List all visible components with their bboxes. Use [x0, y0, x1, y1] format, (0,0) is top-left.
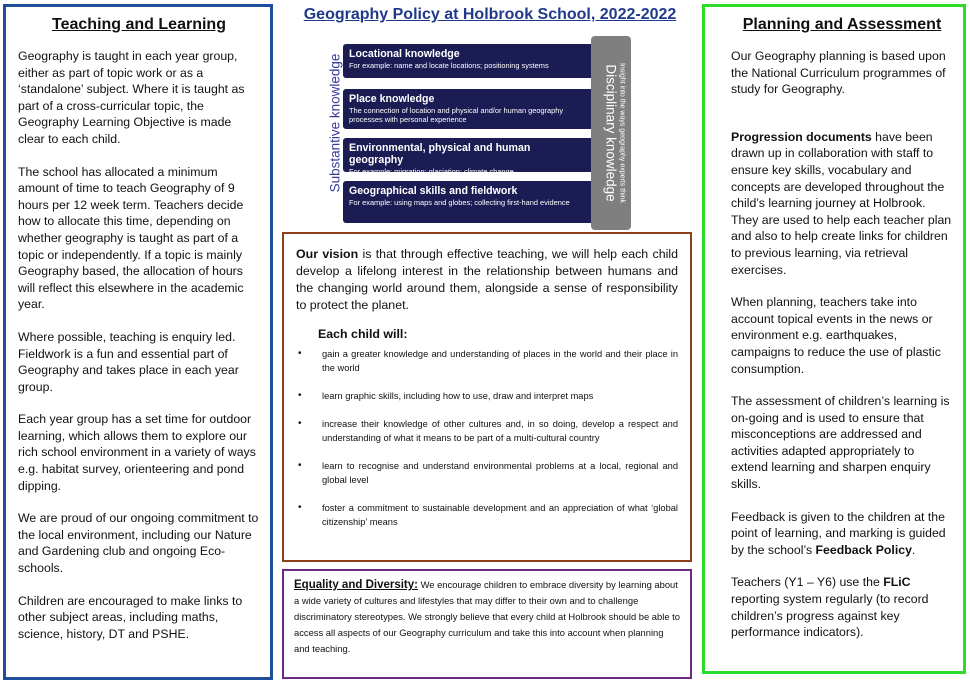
knowledge-bar-subtitle: For example: name and locate locations; positioning systems: [349, 61, 549, 70]
teaching-paragraph: Geography is taught in each year group, either as part of topic work or as a ‘standalone’ subject. Where it is taught as part of a cross-curricular topic, the Geography Learning Objective is made clear to each child.: [18, 49, 245, 146]
knowledge-bar-subtitle: For example: migration; glaciation; climate change: [349, 167, 514, 176]
teaching-paragraph: The school has allocated a minimum amount of time to teach Geography of 9 hours per 12 week term. Teachers decide how to allocate this time, depending on whether geography is taught as part of a topic or independently. If a topic is mainly Geography based, the allocation of hours will reflect this elsewhere in the academic year.: [18, 164, 244, 312]
planning-assessment-title: Planning and Assessment: [742, 16, 942, 33]
substantive-knowledge-text: Substantive knowledge: [327, 53, 343, 193]
knowledge-diagram: [323, 36, 638, 232]
teaching-learning-title: Teaching and Learning: [52, 16, 226, 33]
disciplinary-knowledge-subtitle: Insight into the ways geography experts think: [618, 62, 626, 204]
vision-lead: Our vision: [296, 247, 359, 261]
feedback-paragraph: [731, 509, 953, 559]
equality-paragraph: [294, 577, 680, 657]
planning-paragraph: When planning, teachers take into account topical events in the news or environment e.g. earthquakes, campaigns to reduce the use of plastic consumption.: [731, 295, 941, 376]
teaching-paragraph: Each year group has a set time for outdoor learning, which allows them to explore our rich school environment in a variety of ways e.g. habitat survey, orienteering and pond dipping.: [18, 412, 256, 493]
knowledge-bar-skills-fieldwork: [343, 181, 593, 223]
teaching-paragraph: We are proud of our ongoing commitment to the local environment, including our Nature and Gardening club and ongoing Eco-schools.: [18, 511, 259, 576]
planning-assessment-panel: [702, 4, 966, 674]
planning-paragraph: Our Geography planning is based upon the National Curriculum programmes of study for Geography.: [731, 49, 946, 97]
document-title: Geography Policy at Holbrook School, 2022-2022: [303, 6, 677, 23]
knowledge-bar-environmental: [343, 138, 593, 176]
knowledge-bar-locational: [343, 44, 593, 78]
teaching-paragraph: Children are encouraged to make links to other subject areas, including maths, science, history, DT and PSHE.: [18, 593, 243, 641]
assessment-paragraph: The assessment of children’s learning is on-going and is used to ensure that misconceptions are addressed and activities adapted appropriately to extend learning and sharpen enquiry skills.: [731, 394, 950, 492]
disciplinary-knowledge-title: Disciplinary knowledge: [603, 64, 619, 202]
knowledge-bar-title: Geographical skills and fieldwork: [349, 185, 518, 197]
equality-heading: Equality and Diversity:: [294, 579, 418, 591]
flic-text-b: reporting system regularly (to record children’s progress against key performance indicators).: [731, 592, 929, 640]
feedback-policy-label: Feedback Policy: [815, 542, 912, 557]
knowledge-bar-title: Place knowledge: [349, 93, 435, 105]
flic-label: FLiC: [883, 575, 911, 590]
equality-text: We encourage children to embrace diversity by learning about a wide variety of cultures and lifestyles that may differ to their own and to challenge discriminatory stereotypes. We strongly believe that every child at Holbrook should be able to access all aspects of our Geography curriculum and take this into account when planning and teaching.: [294, 579, 680, 654]
flic-text-a: Teachers (Y1 – Y6) use the: [731, 575, 884, 590]
progression-paragraph: [731, 129, 953, 278]
knowledge-bar-subtitle: The connection of location and physical and/or human geography processes with personal experience: [349, 106, 564, 124]
teaching-learning-panel: [3, 4, 273, 680]
teaching-paragraph: Where possible, teaching is enquiry led. Fieldwork is a fun and essential part of Geography and takes place in each year group.: [18, 329, 239, 394]
knowledge-bar-place: [343, 89, 593, 129]
vision-box: [282, 232, 692, 562]
disciplinary-knowledge-block: [591, 36, 631, 230]
list-item: • foster a commitment to sustainable development and an appreciation of what ‘global citizenship’ means: [296, 501, 678, 529]
equality-diversity-box: [282, 569, 692, 679]
list-item: • learn graphic skills, including how to use, draw and interpret maps: [296, 389, 678, 403]
flic-paragraph: [731, 574, 953, 640]
knowledge-bar-title: Environmental, physical and human geography: [349, 142, 531, 166]
knowledge-bar-title: Locational knowledge: [349, 48, 460, 60]
each-child-list: [296, 347, 678, 529]
list-item: • increase their knowledge of other cultures and, in so doing, develop a respect and understanding of what it means to be part of a multi-cultural country: [296, 417, 678, 445]
progression-text: have been drawn up in collaboration with staff to ensure key skills, vocabulary and concepts are developed throughout the child’s learning journey at Holbrook. They are used to help each teacher plan and also to help create links for children to previous learning, via retrieval exercises.: [731, 129, 952, 277]
knowledge-bar-subtitle: For example: using maps and globes; collecting first-hand evidence: [349, 198, 570, 207]
each-child-heading: Each child will:: [318, 327, 408, 341]
progression-documents-label: Progression documents: [731, 129, 872, 144]
feedback-end: .: [911, 542, 916, 557]
vision-statement: [296, 246, 678, 314]
list-item: • gain a greater knowledge and understanding of places in the world and their place in the world: [296, 347, 678, 375]
list-item: • learn to recognise and understand environmental problems at a local, regional and global level: [296, 459, 678, 487]
feedback-text: Feedback is given to the children at the point of learning, and marking is guided by the school’s: [731, 509, 946, 557]
vision-text: is that through effective teaching, we will help each child develop a lifelong interest in the relationship between humans and the changing world around them, alongside a sense of responsibility to protect the planet.: [296, 247, 678, 312]
